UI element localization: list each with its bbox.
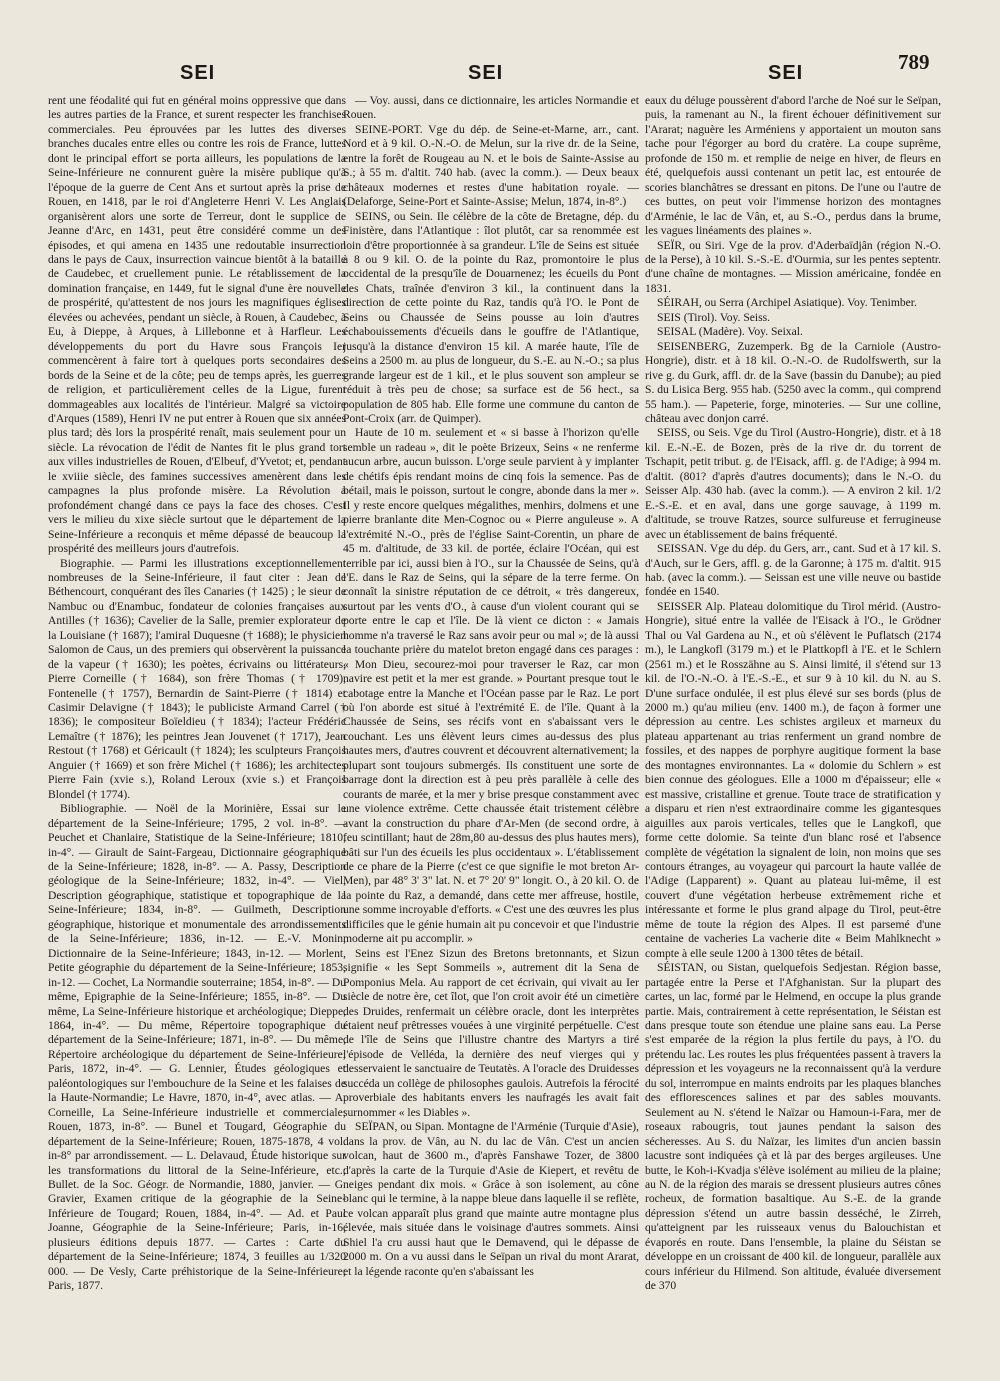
entry-seisal: SEISAL (Madère). Voy. Seixal. [657,325,803,339]
entry-seirah: SÉIRAH, ou Serra (Archipel Asiatique). Voy. Tenimber. [657,296,917,310]
paragraph: Haute de 10 m. seulement et « si basse à l'horizon qu'elle semble un radeau », dit le poète Brizeux, Seins « ne renferme aucun arbre, aucun buisson. L'orge seule parvient à y implanter de chétifs épis rendant moins de cinq fois la semence. Pas de bétail, mais le poisson, surtout le congre, abonde dans la mer ». Il y reste encore quelques mégalithes, menhirs, dolmens et une pierre branlante dite Men-Cognoc ou « Pierre anguleuse ». A l'extrémité N.-O., près de l'église Saint-Corentin, un phare de 45 m. d'altitude, de 33 kil. de portée, éclaire l'Océan, qui est terrible par ici, aussi bien à l'O., sur la Chaussée de Seins, qu'à l'E. dans le Raz de Seins, qui la sépare de la terre ferme. On connaît la sinistre réputation de ce détroit, « très dangereux, surtout par les vents d'O., à cause d'un violent courant qui se porte entre le cap et l'île. De là vient ce dicton : « Jamais homme n'a traversé le Raz sans avoir peur ou mal »; de là aussi la touchante prière du matelot breton engagé dans ces parages : « Mon Dieu, secourez-moi pour traverser le Raz, car mon navire est petit et la mer est grande. » Pourtant presque tout le cabotage entre la Manche et l'Océan passe par le Raz. Le port où l'on aborde est situé à l'extrémité E. de l'île. Quant à la Chaussée de Seins, ses récifs vont en s'abaissant vers le couchant. Les uns élèvent leurs cimes au-dessus des plus hautes mers, d'autres couvrent et découvrent alternativement; la plupart sont toujours submergés. Ils constituent une sorte de barrage dont la direction est à peu près parallèle à celle des courants de marée, et la mer y brise presque constamment avec une violence extrême. Cette chaussée était tristement célèbre avant la construction du phare d'Ar-Men (de second ordre, à feu scintillant; haut de 28m,80 au-dessus des plus hautes mers), bâti sur l'un des écueils les plus occidentaux ». L'établissement de ce phare de la Pierre (c'est ce que signifie le mot breton Ar-Men), par 48° 3' 3" lat. N. et 7° 20' 9" longit. O., à 20 kil. O. de la pointe du Raz, a demandé, dans cette mer affreuse, hostile, une somme incroyable d'efforts. « C'est une des œuvres les plus difficiles que le génie humain ait pu concevoir et que l'industrie moderne ait pu accomplir. » [343,426,639,946]
paragraph: — Voy. aussi, dans ce dictionnaire, les articles Normandie et Rouen. [343,94,639,122]
entry-seir: SEÏR, ou Siri. Vge de la prov. d'Aderbaïdjân (région N.-O. de la Perse), à 10 kil. S.-S.-E. d'Ourmia, sur les pentes septentr. d'une chaîne de montagnes. — Mission américaine, fondée en 1831. [645,238,941,295]
entry-seiss: SEISS, ou Seis. Vge du Tirol (Austro-Hongrie), distr. et à 18 kil. E.-N.-E. de Bozen, près de la rive dr. du torrent de Tschapit, petit tribut. g. de l'Eisack, affl. g. de l'Adige; à 994 m. d'altit. (801? d'après d'autres documents); dans le N.-O. du Seisser Alp. 430 hab. (avec la comm.). — A environ 2 kil. 1/2 E.-S.-E. et en aval, dans une gorge sauvage, à 1199 m. d'altitude, se trouve Ratzes, source sulfureuse et ferrugineuse avec un établissement de bains fréquenté. [645,426,941,541]
running-head-middle: SEI [468,62,504,84]
entry-seipan: SEÏPAN, ou Sipan. Montagne de l'Arménie (Turquie d'Asie), dans la prov. de Vân, au N. du lac de Vân. C'est un ancien volcan, haut de 3600 m., d'après Fanshawe Tozer, de 3800 d'après la carte de la Turquie d'Asie de Kiepert, et revêtu de neiges pendant dix mois. « Grâce à son isolement, au cône blanc qui le termine, à la nappe bleue dans laquelle il se reflète, ce volcan apparaît plus grand que mainte autre montagne plus élevée, mais située dans le voisinage d'autres sommets. Ainsi Shiel l'a cru aussi haut que le Demavend, qui le dépasse de 2000 m. On a vu aussi dans le Seïpan un rival du mont Ararat, et la légende raconte qu'en s'abaissant les [343,1120,639,1278]
paragraph-biographie: Biographie. — Parmi les illustrations exceptionnellement nombreuses de la Seine-Inférieure, il faut citer : Jean de Béthencourt, conquérant des îles Canaries († 1425) ; le sieur de Nambuc ou d'Enambuc, fondateur de colonies françaises aux Antilles († 1636); Cavelier de la Salle, premier explorateur de la Louisiane († 1687); l'amiral Duquesne († 1688); le physicien Salomon de Caus, un des premiers qui observèrent la puissance de la vapeur († 1630); les poètes, écrivains ou littérateurs, Pierre Corneille († 1684), son frère Thomas († 1709), Fontenelle († 1757), Bernardin de Saint-Pierre († 1814) et Casimir Delavigne († 1843); le publiciste Armand Carrel († 1836); le compositeur Boïeldieu († 1834); l'acteur Frédéric Lemaître († 1876); les peintres Jean Jouvenet († 1717), Jean Restout († 1768) et Géricault († 1824); les sculpteurs François Anguier († 1669) et son frère Michel († 1686); les architectes Pierre Fain (xvie s.), Roland Leroux (xvie s.) et François Blondel († 1774). [48,556,346,801]
paragraph-bibliographie: Bibliographie. — Noël de la Morinière, Essai sur le département de la Seine-Inférieure; 1795, 2 vol. in-8°. — Peuchet et Chanlaire, Statistique de la Seine-Inférieure; 1810, in-4°. — Girault de Saint-Fargeau, Dictionnaire géographique de la Seine-Inférieure; 1828, in-8°. — A. Passy, Description géologique de la Seine-Inférieure; 1832, in-4°. — Viel, Description géographique, statistique et topographique de la Seine-Inférieure; 1834, in-8°. — Guilmeth, Description géographique, historique et monumentale des arrondissements de la Seine-Inférieure; 1836, in-12. — E.-V. Monin, Dictionnaire de la Seine-Inférieure; 1843, in-12. — Morlent, Petite géographie du département de la Seine-Inférieure; 1853, in-12. — Cochet, La Normandie souterraine; 1854, in-8°. — Du même, Epigraphie de la Seine-Inférieure; 1855, in-8°. — Du même, La Seine-Inférieure historique et archéologique; Dieppe, 1864, in-4°. — Du même, Répertoire topographique du département de la Seine-Inférieure; 1871, in-8°. — Du même, Répertoire archéologique du département de Seine-Inférieure; Paris, 1872, in-4°. — G. Lennier, Études géologiques et paléontologiques sur l'embouchure de la Seine et les falaises de la Haute-Normandie; Le Havre, 1870, in-4°, avec atlas. — A. Corneille, La Seine-Inférieure industrielle et commerciale; Rouen, 1873, in-8°. — Bunel et Tougard, Géographie du département de la Seine-Inférieure; Rouen, 1875-1878, 4 vol. in-8° par arrondissement. — L. Delavaud, Étude historique sur les transformations du littoral de la Seine-Inférieure, etc.; Bullet. de la Soc. Géogr. de Normandie, 1880, janvier. — G. Gravier, Examen critique de la géographie de la Seine-Inférieure de Tougard; Rouen, 1884, in-4°. — Ad. et Paul Joanne, Géographie de la Seine-Inférieure; Paris, in-16, plusieurs éditions depuis 1877. — Cartes : Carte du département de la Seine-Inférieure; 1874, 3 feuilles au 1/320 000. — De Vesly, Carte préhistorique de la Seine-Inférieure; Paris, 1877. [48,802,346,1293]
entry-seisenberg: SEISENBERG, Zuzemperk. Bg de la Carniole (Austro-Hongrie), distr. et à 18 kil. O.-N.-O. de Rudolfswerth, sur la rive g. du Gurk, affl. dr. de la Save (bassin du Danube); au pied S. du Lisica Berg. 955 hab. (5250 avec la comm., qui comprend 55 ham.). — Papeterie, forge, minoteries. — Sur une colline, château avec donjon carré. [645,339,941,425]
running-head-right: SEI [768,62,804,84]
text-column-2 [343,94,639,1364]
entry-seis: SEIS (Tirol). Voy. Seiss. [657,310,771,324]
text-column-1 [48,94,346,1364]
paragraph: rent une féodalité qui fut en général moins oppressive que dans les autres parties de la France, et surent respecter les franchises commerciales. Peu éprouvées par les luttes des diverses branches ducales entre elles ou contre les rois de France, luttes dont le principal effort se porta ailleurs, les populations de la Seine-Inférieure ne connurent guère la misère publique qu'à l'époque de la guerre de Cent Ans et surtout après la prise de Rouen, en 1418, par le roi d'Angleterre Henri V. Les Anglais organisèrent alors une sorte de Terreur, dont le supplice de Jeanne d'Arc, en 1431, peut être considéré comme un des épisodes, et qui amena en 1435 une redoutable insurrection dans le pays de Caux, insurrection vaincue bientôt à la bataille de Caudebec, et cruellement punie. Le rétablissement de la domination française, en 1449, fut le signal d'une ère nouvelle de prospérité, qu'attestent de nos jours les magnifiques églises élevées ou achevées, pendant un siècle, à Rouen, à Caudebec, à Eu, à Dieppe, à Arques, à Lillebonne et à Harfleur. Les développements du port du Havre sous François Ier commencèrent à faire tort à quelques ports secondaires des bords de la Seine et de la côte; peu de temps après, les guerres de religion, et particulièrement celles de la Ligue, furent dommageables aux localités de l'intérieur. Malgré sa victoire d'Arques (1589), Henri IV ne put entrer à Rouen que six années plus tard; dès lors la prospérité renaît, mais seulement pour un siècle. La révocation de l'édit de Nantes fit le plus grand tort aux villes industrielles de Rouen, d'Elbeuf, d'Yvetot; et, pendant le xviiie siècle, des famines successives amenèrent dans les campagnes la plus profonde misère. La Révolution a profondément changé dans ce pays la face des choses. C'est vers le milieu du xixe siècle surtout que le département de la Seine-Inférieure a reconquis et même dépassé de beaucoup la prospérité des meilleurs jours d'autrefois. [48,94,346,556]
running-head-left: SEI [180,62,216,84]
entry-seistan: SÉISTAN, ou Sistan, quelquefois Sedjestan. Région basse, partagée entre la Perse et l'Afghanistan. Sur la plupart des cartes, un lac, formé par le Helmend, en occupe la plus grande partie. Mais, contrairement à cette représentation, le Séistan est dans presque toute son étendue une plaine sans eau. La Perse s'est emparée de la région la plus fertile du pays, à l'O. du prétendu lac. Les routes les plus fréquentées passent à travers la dépression et les voyageurs ne la reconnaissent qu'à la verdure du sol, interrompue en maints endroits par les plaques blanches des efflorescences salines et par des sables mouvants. Seulement au N. s'étend le Naïzar ou Hamoun-i-Fara, mer de roseaux rabougris, tout jaunes pendant la saison des sécheresses. Au S. du Naïzar, les limites d'un ancien bassin lacustre sont indiquées çà et là par des berges argileuses. Une butte, le Koh-i-Kvadja s'élève isolément au milieu de la plaine; au N. de la région des marais se dressent plusieurs autres cônes rocheux, de formation basaltique. Au S.-E. de la grande dépression s'étend un autre bassin desséché, le Zirreh, qu'atteignent par les ruisseaux venus du Balouchistan et évaporés en route. Dans l'ensemble, la plaine du Séistan se développe en un croissant de 400 kil. de longueur, parallèle aux cours inférieur du Hilmend. Son altitude, évaluée diversement de 370 [645,961,941,1293]
page-number: 789 [898,50,930,74]
paragraph: eaux du déluge poussèrent d'abord l'arche de Noé sur le Seïpan, puis, la ramenant au N., la firent échouer définitivement sur l'Ararat; naguère les Arméniens y apportaient un mouton sans tache pour l'égorger au bord du cratère. La coupe suprême, profonde de 150 m. et remplie de neige en hiver, de fleurs en été, quelquefois aussi contenant un petit lac, est entourée de scories blanchâtres se dressant en pitons. De l'une ou l'autre de ces buttes, on peut voir l'immense horizon des montagnes d'Arménie, le lac de Vân, et, au S.-O., perdus dans la brume, les vagues linéaments des plaines ». [645,94,941,238]
page-header [0,44,1000,84]
entry-seissan: SEISSAN. Vge du dép. du Gers, arr., cant. Sud et à 17 kil. S. d'Auch, sur le Gers, affl. g. de la Garonne; à 175 m. d'altit. 915 hab. (avec la comm.). — Seissan est une ville neuve ou bastide fondée en 1540. [645,542,941,599]
paragraph: Seins est l'Enez Sizun des Bretons bretonnants, et Sizun signifie « les Sept Sommeils », autrement dit la Sena de Pomponius Mela. Au rapport de cet écrivain, qui vivait au Ier siècle de notre ère, cet îlot, que l'on croit avoir été un cimetière des Druides, renfermait un célèbre oracle, dont les interprètes étaient neuf prêtresses vouées à une virginité perpétuelle. C'est de l'île de Seins que l'illustre chantre des Martyrs a tiré l'épisode de Velléda, la dernière des neuf vierges qui y desservaient le sanctuaire de Teutatès. A l'oracle des Druidesses succéda un collège de philosophes gaulois. Autrefois la férocité proverbiale des habitants envers les naufragés les avait fait surnommer « les Diables ». [343,946,639,1119]
entry-seins: SEINS, ou Sein. Ile célèbre de la côte de Bretagne, dép. du Finistère, dans l'Atlantique : îlot plutôt, car sa renommée est loin d'être proportionnée à sa grandeur. L'île de Seins est située à 8 ou 9 kil. O. de la pointe du Raz, promontoire le plus occidental de la presqu'île de Douarnenez; les écueils du Pont des Chats, traînée d'environ 3 kil., la continuent dans la direction de cette pointe du Raz, tandis qu'à l'O. le Pont de Seins ou Chaussée de Seins pousse au loin d'autres échabouissements d'écueils dans le gouffre de l'Atlantique, jusqu'à la distance d'environ 15 kil. A marée haute, l'île de Seins a 2500 m. au plus de longueur, du S.-E. au N.-O.; sa plus grande largeur est de 1 kil., et le plus souvent son ampleur se réduit à très peu de chose; sa surface est de 56 hect., sa population de 805 hab. Elle forme une commune du canton de Pont-Croix (arr. de Quimper). [343,209,639,425]
entry-seisser-alp: SEISSER Alp. Plateau dolomitique du Tirol mérid. (Austro-Hongrie), situé entre la vallée de l'Eisack à l'O., le Grödner Thal ou Val Gardena au N., et où s'élèvent le Puflatsch (2174 m.), le Langkofl (3179 m.) et le Plattkopfl à l'E. et le Schlern (2561 m.) et le Rosszähne au S. Ainsi limité, il s'étend sur 13 kil. de l'O.-N.-O. à l'E.-S.-E., et sur 9 à 10 kil. du N. au S. D'une surface ondulée, il est plus élevé sur ses bords (plus de 2000 m.) qu'au milieu (env. 1400 m.), de façon à former une dépression au centre. Les schistes argileux et marneux du plateau appartenant au trias renferment un grand nombre de fossiles, et des nappes de porphyre augitique forment la base des montagnes environnantes. La « dolomie du Schlern » est bien connue des géologues. Elle a 1000 m d'épaisseur; elle « est massive, cristalline et grenue. Toute trace de stratification y a disparu et rien n'est extraordinaire comme les gigantesques aiguilles aux parois verticales, telles que le Langkofl, que forme cette dolomie. Sa teinte d'un blanc rosé et l'absence complète de végétation la signalent de loin, non moins que ses contours étranges, au voyageur qui parcourt la haute vallée de l'Adige (Lapparent) ». Quant au plateau lui-même, il est couvert d'une végétation herbeuse extrêmement riche et intéressante et forme le plus grand alpage du Tirol, peut-être même de toute la région des Alpes. Il est parsemé d'une centaine de vacheries La vacherie dite « Beim Mahlknecht » compte à elle seule 1200 à 1300 têtes de bétail. [645,599,941,960]
entry-seine-port: SEINE-PORT. Vge du dép. de Seine-et-Marne, arr., cant. Nord et à 9 kil. O.-N.-O. de Melun, sur la rive dr. de la Seine, entre la forêt de Rougeau au N. et le bois de Sainte-Assise au S.; à 55 m. d'altit. 740 hab. (avec la comm.). — Deux beaux châteaux modernes et restes d'une habitation royale. — (Delaforge, Seine-Port et Sainte-Assise; Melun, 1874, in-8°.) [343,122,639,209]
text-column-3 [645,94,941,1364]
